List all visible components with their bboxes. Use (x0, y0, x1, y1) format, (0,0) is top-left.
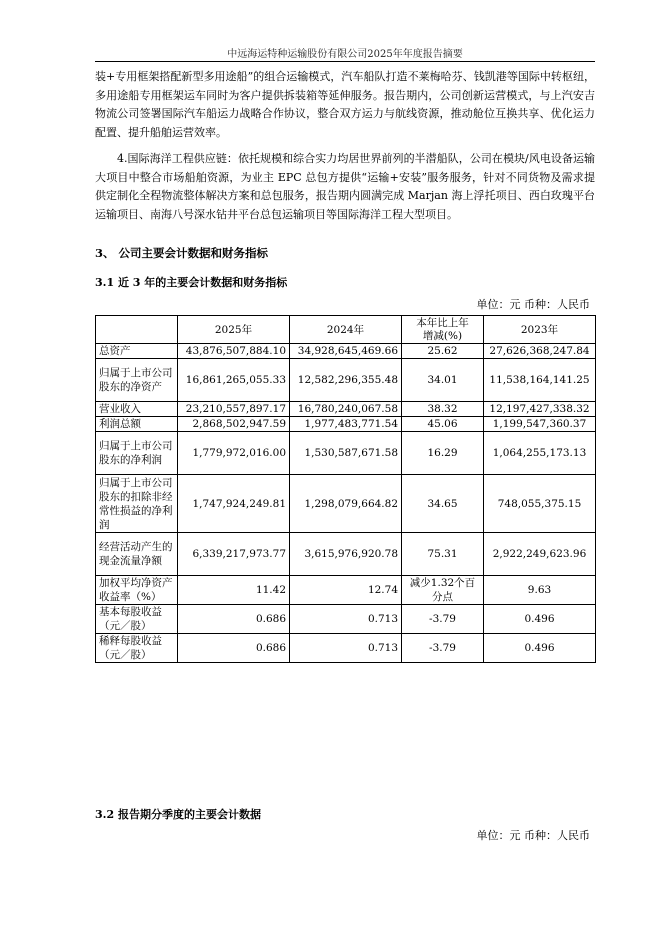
section-3-1-heading: 3.1 近 3 年的主要会计数据和财务指标 (95, 276, 288, 289)
header-cell-2023: 2023年 (484, 316, 596, 344)
value-change: -3.79 (402, 605, 484, 634)
value-2024: 1,977,483,771.54 (290, 417, 402, 432)
value-2024: 34,928,645,469.66 (290, 344, 402, 359)
page-header: 中远海运特种运输股份有限公司2025年年度报告摘要 (227, 49, 463, 60)
value-2023: 12,197,427,338.32 (484, 402, 596, 417)
table-row (96, 402, 596, 417)
value-2025: 0.686 (178, 605, 290, 634)
header-divider (95, 61, 595, 62)
row-label: 归属于上市公司股东的净资产 (96, 359, 178, 402)
row-label: 营业收入 (96, 402, 178, 417)
value-change: 25.62 (402, 344, 484, 359)
header-cell-change: 本年比上年 增减(%) (402, 316, 484, 344)
value-change: 38.32 (402, 402, 484, 417)
value-change: 16.29 (402, 432, 484, 475)
row-label: 经营活动产生的现金流量净额 (96, 533, 178, 576)
value-2025: 43,876,507,884.10 (178, 344, 290, 359)
header-cell-2024: 2024年 (290, 316, 402, 344)
paragraph-ocean-engineering: 4.国际海洋工程供应链：依托规模和综合实力均居世界前列的半潜船队，公司在模块/风电设备运输大项目中整合市场船舶资源，为业主 EPC 总包方提供“运输+安装”服务服务，针对不同货物及需求提供定制化全程物流整体解决方案和总包服务，报告期内圆满完成 Marjan 海上浮托项目、西白玫瑰平台运输项目、南海八号深水钻井平台总包运输项目等国际海洋工程大型项目。 (95, 152, 595, 221)
table-row (96, 605, 596, 634)
value-change: 45.06 (402, 417, 484, 432)
table-row (96, 344, 596, 359)
value-2025: 16,861,265,055.33 (178, 359, 290, 402)
section-3-heading: 3、 公司主要会计数据和财务指标 (95, 246, 269, 260)
row-label: 总资产 (96, 344, 178, 359)
header-cell-blank (96, 316, 178, 344)
table-row (96, 359, 596, 402)
row-label: 归属于上市公司股东的净利润 (96, 432, 178, 475)
value-change: 34.01 (402, 359, 484, 402)
row-label: 加权平均净资产收益率（%） (96, 576, 178, 605)
value-2023: 27,626,368,247.84 (484, 344, 596, 359)
value-2025: 2,868,502,947.59 (178, 417, 290, 432)
value-2025: 0.686 (178, 634, 290, 663)
value-2023: 9.63 (484, 576, 596, 605)
value-2024: 16,780,240,067.58 (290, 402, 402, 417)
value-2024: 3,615,976,920.78 (290, 533, 402, 576)
value-change: 减少1.32个百分点 (402, 576, 484, 605)
value-2024: 12.74 (290, 576, 402, 605)
table-row (96, 475, 596, 533)
table-row (96, 533, 596, 576)
paragraph-vehicle-transport: 装+专用框架搭配新型多用途船”的组合运输模式，汽车船队打造不莱梅哈芬、钱凯港等国际中转枢纽，多用途船专用框架运车同时为客户提供拆装箱等延伸服务。报告期内，公司创新运营模式，与上汽安吉物流公司签署国际汽车船运力战略合作协议，整合双方运力与航线资源，推动舱位互换共享、优化运力配置、提升船舶运营效率。 (95, 70, 595, 139)
value-2023: 2,922,249,623.96 (484, 533, 596, 576)
financial-data-table (95, 315, 596, 663)
value-change: 75.31 (402, 533, 484, 576)
value-2025: 6,339,217,973.77 (178, 533, 290, 576)
row-label: 归属于上市公司股东的扣除非经常性损益的净利润 (96, 475, 178, 533)
unit-currency-note-2: 单位：元 币种：人民币 (476, 829, 590, 842)
row-label: 利润总额 (96, 417, 178, 432)
value-2025: 1,747,924,249.81 (178, 475, 290, 533)
value-2024: 0.713 (290, 634, 402, 663)
value-2024: 1,298,079,664.82 (290, 475, 402, 533)
unit-currency-note: 单位：元 币种：人民币 (476, 298, 590, 311)
value-change: -3.79 (402, 634, 484, 663)
row-label: 稀释每股收益（元／股） (96, 634, 178, 663)
table-row (96, 417, 596, 432)
table-row (96, 432, 596, 475)
table-header-row (96, 316, 596, 344)
value-change: 34.65 (402, 475, 484, 533)
value-2025: 11.42 (178, 576, 290, 605)
value-2025: 23,210,557,897.17 (178, 402, 290, 417)
header-cell-2025: 2025年 (178, 316, 290, 344)
section-3-2-heading: 3.2 报告期分季度的主要会计数据 (95, 808, 261, 821)
value-2024: 1,530,587,671.58 (290, 432, 402, 475)
value-2023: 0.496 (484, 605, 596, 634)
value-2025: 1,779,972,016.00 (178, 432, 290, 475)
row-label: 基本每股收益（元／股） (96, 605, 178, 634)
value-2023: 1,064,255,173.13 (484, 432, 596, 475)
table-row (96, 576, 596, 605)
value-2023: 1,199,547,360.37 (484, 417, 596, 432)
value-2024: 12,582,296,355.48 (290, 359, 402, 402)
value-2024: 0.713 (290, 605, 402, 634)
value-2023: 748,055,375.15 (484, 475, 596, 533)
value-2023: 11,538,164,141.25 (484, 359, 596, 402)
table-row (96, 634, 596, 663)
value-2023: 0.496 (484, 634, 596, 663)
